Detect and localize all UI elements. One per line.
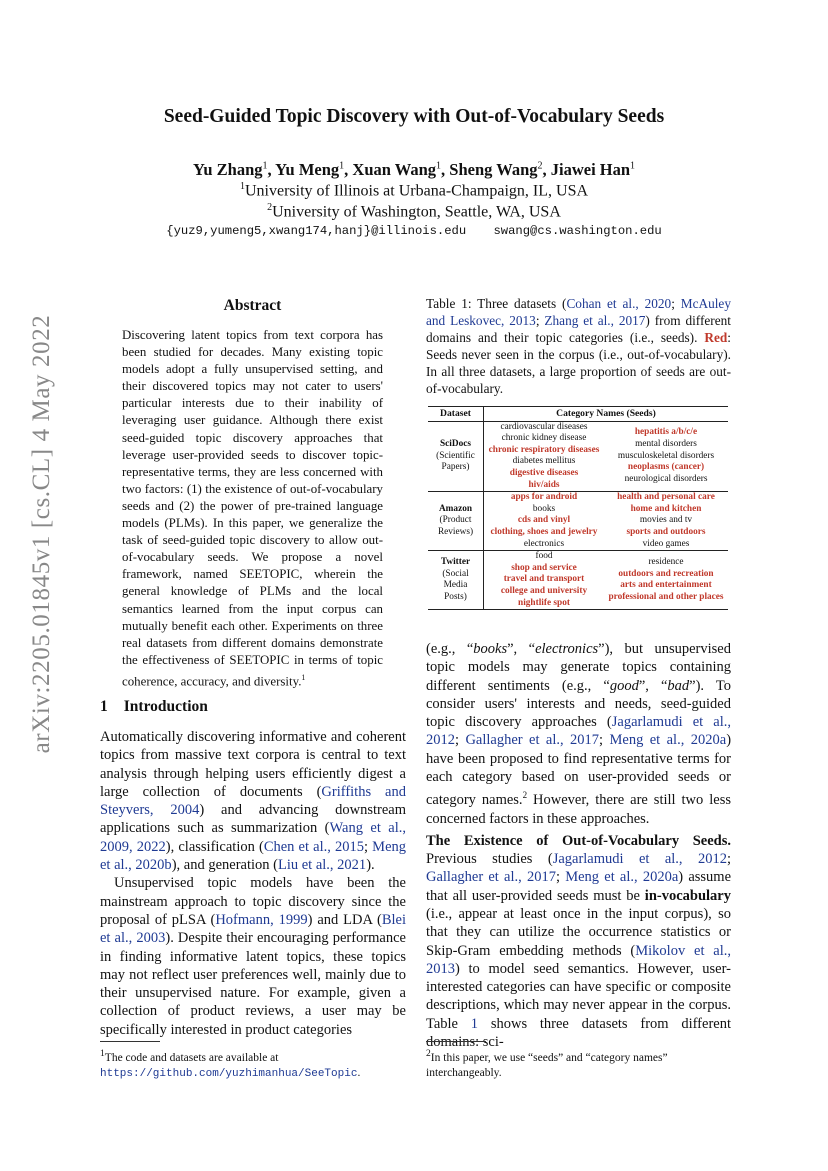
table-header-category-names: Category Names (Seeds)	[484, 407, 729, 422]
dataset-name: Amazon	[438, 503, 473, 514]
email-illinois: {yuz9,yumeng5,xwang174,hanj}@illinois.edu	[166, 224, 467, 238]
author-name: Sheng Wang	[449, 160, 538, 179]
seed-out-of-vocabulary: arts and entertainment	[620, 580, 712, 591]
table-row	[428, 421, 728, 492]
red-legend-label: Red	[704, 330, 728, 346]
author-emails	[0, 224, 828, 238]
table-row	[428, 492, 728, 551]
citation-link[interactable]: Meng et al., 2020a	[565, 869, 679, 886]
seed-out-of-vocabulary: digestive diseases	[509, 467, 579, 478]
abstract-body: Discovering latent topics from text corpora has been studied for decades. Many existing topic models adopt a fully unsupervised setting, and their discovered topics may not cater to users' particular interests due to their inability of leveraging user guidance. Although there exist seed-guided topic discovery approaches that leverage user-provided seeds to discover topic-representative terms, they are less concerned with two factors: (1) the existence of out-of-vocabulary seeds and (2) the power of pre-trained language models (PLMs). In this paper, we generalize the task of seed-guided topic discovery to allow out-of-vocabulary seeds. We propose a novel framework, named SEETOPIC, wherein the general knowledge of PLMs and the local semantics learned from the input corpus can mutually benefit each other. Experiments on three real datasets from different domains demonstrate the effectiveness of SEETOPIC in terms of topic coherence, accuracy, and diversity.$^1$	[122, 328, 383, 689]
seed-out-of-vocabulary: clothing, shoes and jewelry	[490, 526, 598, 537]
table-caption	[426, 295, 731, 398]
seed-list-right	[604, 551, 728, 610]
seed-list-left	[484, 421, 605, 492]
affiliation-1: $^1$University of Illinois at Urbana-Champaign, IL, USA	[239, 181, 589, 200]
text-run: Unsupervised topic models have been the mainstream approach to topic discovery since the proposal of pLSA (	[100, 875, 406, 928]
seed-out-of-vocabulary: outdoors and recreation	[618, 568, 714, 579]
citation-link[interactable]: Meng et al., 2020a	[609, 732, 727, 749]
code-link[interactable]: https://github.com/yuzhimanhua/SeeTopic	[100, 1067, 358, 1080]
citation-link[interactable]: Hofmann, 1999	[215, 911, 308, 928]
seed-out-of-vocabulary: home and kitchen	[630, 503, 702, 514]
text-run: ) and advancing downstream applications such as summarization (	[100, 802, 406, 837]
footnote-rule	[100, 1041, 160, 1042]
dataset-cell	[428, 492, 484, 551]
seed-in-vocabulary: movies and tv	[639, 515, 693, 526]
seed-in-vocabulary: mental disorders	[635, 438, 697, 449]
dataset-description: (Social	[442, 568, 469, 579]
seed-out-of-vocabulary: chronic respiratory diseases	[488, 444, 600, 455]
seed-in-vocabulary: books	[532, 503, 556, 514]
dataset-name: SciDocs	[440, 438, 471, 449]
author-list: Yu Zhang$^1$, Yu Meng$^1$, Xuan Wang$^1$, Sheng Wang$^2$, Jiawei Han$^1$	[192, 160, 636, 179]
dataset-description: Posts)	[444, 591, 467, 602]
citation-link[interactable]: Gallagher et al., 2017	[465, 732, 600, 749]
seed-out-of-vocabulary: sports and outdoors	[626, 526, 706, 537]
footnote-rule	[426, 1041, 486, 1042]
seed-in-vocabulary: chronic kidney disease	[501, 433, 587, 444]
seed-out-of-vocabulary: hepatitis a/b/c/e	[634, 427, 698, 438]
datasets-table	[428, 406, 728, 610]
text-run: ) and LDA (	[307, 911, 382, 928]
seed-list-right	[604, 421, 728, 492]
text-run: However, there are still two less concerned factors in these approaches.	[426, 792, 731, 827]
seed-in-vocabulary: residence	[648, 556, 684, 567]
footnote-1: $^1$The code and datasets are available at https://github.com/yuzhimanhua/SeeTopic.	[100, 1048, 361, 1080]
citation-link[interactable]: Griffiths and Steyvers, 2004	[100, 783, 406, 819]
text-run: ;	[364, 838, 373, 855]
table-row	[428, 551, 728, 610]
text-run: ).	[366, 857, 375, 874]
dataset-description: Papers)	[441, 462, 470, 473]
table-header-dataset: Dataset	[428, 407, 484, 422]
text-run: ”), but unsupervised topic models may generate topics containing different sentiments (e.g., “	[426, 641, 731, 694]
dataset-description: Media	[443, 580, 468, 591]
seed-out-of-vocabulary: health and personal care	[617, 492, 715, 503]
citation-link[interactable]: Mikolov et al., 2013	[426, 942, 731, 977]
citation-link[interactable]: Blei et al., 2003	[100, 911, 407, 947]
text-run: ”, “	[638, 677, 668, 694]
abstract-heading: Abstract	[223, 297, 282, 314]
text-run: ”). To consider users' interests and needs, seed-guided topic discovery approaches (	[426, 677, 731, 731]
affiliation-mark: 1	[436, 160, 442, 172]
seed-out-of-vocabulary: travel and transport	[503, 574, 585, 585]
seed-list-left	[484, 492, 605, 551]
affiliation-mark: 1	[630, 160, 636, 172]
seed-out-of-vocabulary: cds and vinyl	[517, 515, 571, 526]
arxiv-identifier: arXiv:2205.01845v1 [cs.CL] 4 May 2022	[28, 314, 55, 754]
author-name: Yu Zhang	[192, 160, 263, 179]
seed-out-of-vocabulary: nightlife spot	[518, 597, 570, 608]
text-run: ;	[726, 851, 731, 868]
seed-out-of-vocabulary: college and university	[500, 585, 588, 596]
text-run: ;	[455, 732, 466, 749]
author-name: Jiawei Han	[550, 160, 631, 179]
text-run: ) to model seed semantics. However, user-interested categories can have specific or composite descriptions, which may never appear in the corpus. Table	[426, 960, 731, 1032]
text-run: Automatically discovering informative and coherent topics from massive text corpora is central to text analysis through helping users efficiently digest a large collection of documents (	[100, 729, 406, 800]
text-run: Previous studies (	[426, 851, 553, 868]
text-run: ), and generation (	[171, 857, 278, 874]
seed-out-of-vocabulary: apps for android	[510, 492, 578, 503]
citation-link[interactable]: Chen et al., 2015	[263, 838, 364, 855]
dataset-cell	[428, 421, 484, 492]
intro-paragraph-1	[100, 728, 406, 874]
citation-link[interactable]: Meng et al., 2020b	[100, 838, 407, 874]
text-run: (i.e., appear at least once in the input corpus), so that they can utilize the occurrence statistics or Skip-Gram embedding methods (	[426, 905, 731, 959]
text-run: good	[609, 677, 639, 694]
citation-link[interactable]: 1	[470, 1015, 479, 1032]
citation-link[interactable]: Jagarlamudi et al., 2012	[426, 714, 731, 749]
text-run: ), classification (	[165, 838, 264, 855]
dataset-name: Twitter	[440, 556, 471, 567]
text-run: Table 1: Three datasets (	[426, 296, 567, 311]
seed-list-right	[604, 492, 728, 551]
seed-in-vocabulary: diabetes mellitus	[512, 456, 576, 467]
seed-in-vocabulary: musculoskeletal disorders	[617, 450, 715, 461]
right-paragraph-1	[426, 640, 731, 828]
text-run: ;	[599, 732, 610, 749]
citation-link[interactable]: Cohan et al., 2020	[566, 296, 672, 311]
affiliation-mark: 2	[537, 160, 543, 172]
author-name: Xuan Wang	[352, 160, 437, 179]
text-run: bad	[667, 677, 690, 694]
seed-in-vocabulary: neurological disorders	[624, 473, 708, 484]
dataset-description: (Product	[439, 515, 472, 526]
citation-link[interactable]: Wang et al., 2009, 2022	[100, 820, 406, 855]
footnote-2: $^2$In this paper, we use “seeds” and “category names” interchangeably.	[426, 1048, 668, 1079]
text-run: shows three datasets from different domains: sci-	[426, 1015, 731, 1051]
text-run: ;	[555, 869, 566, 886]
right-column-body	[426, 640, 731, 1051]
text-run: The Existence of Out-of-Vocabulary Seeds.	[426, 832, 731, 849]
seed-in-vocabulary: electronics	[523, 538, 565, 549]
author-name: Yu Meng	[275, 160, 340, 179]
dataset-description: (Scientific	[436, 450, 475, 461]
citation-link[interactable]: McAuley and Leskovec, 2013	[426, 296, 731, 329]
paper-title: Seed-Guided Topic Discovery with Out-of-Vocabulary Seeds	[163, 106, 665, 127]
dataset-description: Reviews)	[437, 526, 474, 537]
affiliation-mark: 1	[339, 160, 345, 172]
text-run: ) assume that all user-provided seeds must be	[426, 869, 732, 904]
text-run: in-vocabulary	[644, 887, 731, 904]
seed-out-of-vocabulary: neoplasms (cancer)	[627, 462, 705, 473]
text-run: ”, “	[507, 641, 536, 657]
introduction-body	[100, 728, 406, 1039]
dataset-cell	[428, 551, 484, 610]
affiliation-2: $^2$University of Washington, Seattle, WA, USA	[267, 202, 561, 221]
citation-link[interactable]: Jagarlamudi et al., 2012	[552, 851, 727, 868]
citation-link[interactable]: Gallagher et al., 2017	[426, 869, 556, 886]
text-run: electronics	[535, 641, 599, 657]
text-run: ) from different domains and their topic categories (i.e., seeds).	[426, 313, 731, 346]
seed-out-of-vocabulary: professional and other places	[608, 591, 724, 602]
citation-link[interactable]: Liu et al., 2021	[277, 857, 367, 874]
text-run: 2	[522, 790, 528, 801]
section-heading-introduction: 1 Introduction	[100, 698, 208, 715]
text-run: (e.g., “	[426, 641, 474, 657]
text-run: books	[473, 641, 508, 657]
text-run: ;	[671, 296, 681, 311]
seed-in-vocabulary: video games	[642, 538, 690, 549]
seed-out-of-vocabulary: shop and service	[511, 562, 577, 573]
seed-in-vocabulary: food	[535, 551, 553, 562]
intro-paragraph-2	[100, 874, 406, 1039]
email-washington: swang@cs.washington.edu	[493, 224, 662, 238]
text-run: ). Despite their encouraging performance in finding informative latent topics, these topics may not reflect user preferences well, mainly due to their unsupervised nature. For example, given a collection of product reviews, a user may be specifically interested in product categories	[100, 930, 406, 1038]
text-run: ;	[535, 313, 545, 329]
right-paragraph-2	[426, 832, 731, 1052]
seed-in-vocabulary: cardiovascular diseases	[500, 421, 588, 432]
text-run: : Seeds never seen in the corpus (i.e., out-of-vocabulary). In all three datasets, a large proportion of seeds are out-of-vocabulary.	[426, 330, 731, 397]
citation-link[interactable]: Zhang et al., 2017	[544, 313, 646, 329]
text-run: ) have been proposed to find representative terms for each category based on user-provided seeds or category names.	[426, 732, 732, 809]
seed-list-left	[484, 551, 605, 610]
seed-out-of-vocabulary: hiv/aids	[528, 479, 560, 490]
affiliation-mark: 1	[262, 160, 268, 172]
